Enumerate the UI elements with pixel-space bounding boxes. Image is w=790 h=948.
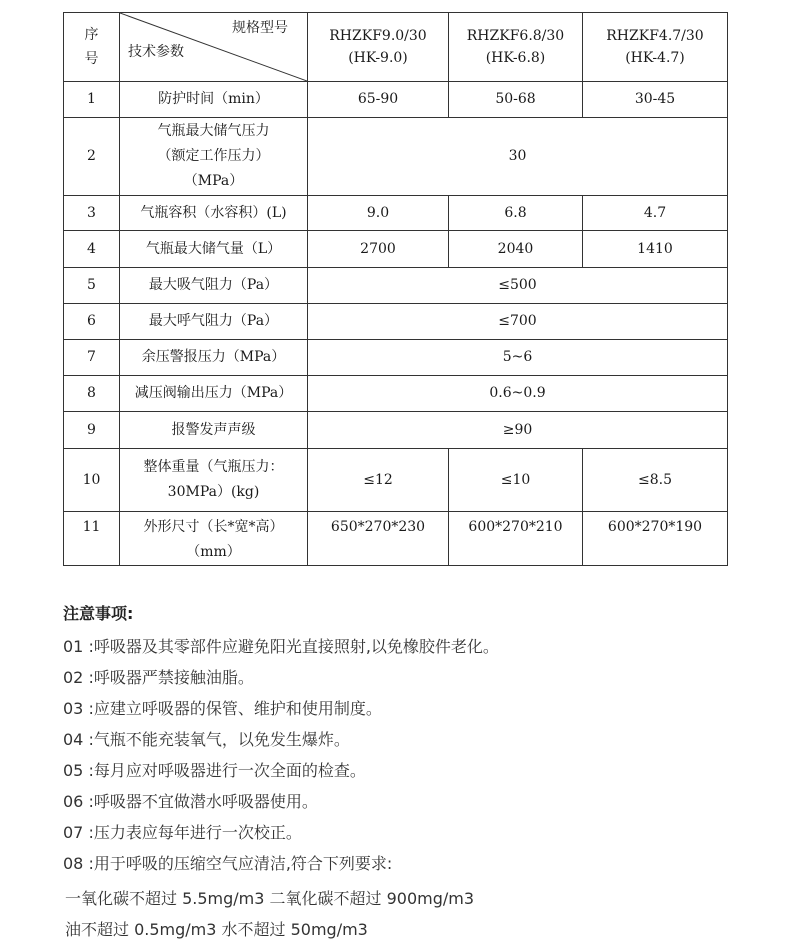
value-cell: 6.8 xyxy=(449,196,583,231)
param-label: 技术参数 xyxy=(128,44,184,60)
seq-header xyxy=(64,13,120,82)
value-cell-merged: 0.6~0.9 xyxy=(308,376,728,412)
diagonal-header xyxy=(120,13,308,82)
table-row xyxy=(64,304,728,340)
requirement-line: 一氧化碳不超过 5.5mg/m3 二氧化碳不超过 900mg/m3 xyxy=(65,889,475,908)
note-item: 07 :压力表应每年进行一次校正。 xyxy=(63,823,302,842)
value-cell-merged: ≥90 xyxy=(308,412,728,449)
value-cell: 2700 xyxy=(308,231,449,268)
value-cell: 30-45 xyxy=(583,82,728,118)
model-code: (HK-4.7) xyxy=(625,50,685,66)
table-row xyxy=(64,196,728,231)
value-cell-merged: ≤500 xyxy=(308,268,728,304)
note-item: 03 :应建立呼吸器的保管、维护和使用制度。 xyxy=(63,699,382,718)
param-line: 整体重量（气瓶压力： xyxy=(143,459,284,475)
value-cell-merged: 30 xyxy=(308,118,728,196)
value-cell-merged: 5~6 xyxy=(308,340,728,376)
param-line: 30MPa）(kg) xyxy=(167,484,260,500)
model-header-3 xyxy=(583,13,728,82)
value-cell: 9.0 xyxy=(308,196,449,231)
notes-title: 注意事项: xyxy=(63,604,134,623)
value-cell: 1410 xyxy=(583,231,728,268)
value-cell-merged: ≤700 xyxy=(308,304,728,340)
model-header-1 xyxy=(308,13,449,82)
value-cell: 650*270*230 xyxy=(308,512,449,566)
table-row xyxy=(64,449,728,512)
value-cell: 2040 xyxy=(449,231,583,268)
row-number: 2 xyxy=(64,118,120,196)
value-cell: ≤8.5 xyxy=(583,449,728,512)
value-cell: ≤10 xyxy=(449,449,583,512)
row-number: 7 xyxy=(64,340,120,376)
note-item: 08 :用于呼吸的压缩空气应清洁,符合下列要求: xyxy=(63,854,393,873)
param-cell: 报警发声声级 xyxy=(120,412,308,449)
table-row xyxy=(64,231,728,268)
table-row xyxy=(64,412,728,449)
requirement-line: 油不超过 0.5mg/m3 水不超过 50mg/m3 xyxy=(65,920,368,939)
value-cell: 600*270*190 xyxy=(583,512,728,566)
param-line: （mm） xyxy=(186,544,241,560)
value-cell: 65-90 xyxy=(308,82,449,118)
value-cell: 50-68 xyxy=(449,82,583,118)
notes-section xyxy=(63,601,499,879)
model-name: RHZKF6.8/30 xyxy=(466,28,565,44)
header-row xyxy=(64,13,728,82)
row-number: 4 xyxy=(64,231,120,268)
note-item: 01 :呼吸器及其零部件应避免阳光直接照射,以免橡胶件老化。 xyxy=(63,637,499,656)
table-row xyxy=(64,82,728,118)
air-requirements xyxy=(65,883,474,945)
note-item: 02 :呼吸器严禁接触油脂。 xyxy=(63,668,254,687)
spec-label: 规格型号 xyxy=(232,20,288,36)
value-cell: 4.7 xyxy=(583,196,728,231)
seq-header-text: 序号 xyxy=(84,27,99,67)
table-row xyxy=(64,376,728,412)
param-cell xyxy=(120,512,308,566)
note-item: 05 :每月应对呼吸器进行一次全面的检查。 xyxy=(63,761,366,780)
param-cell: 气瓶容积（水容积）(L) xyxy=(120,196,308,231)
param-line: （额定工作压力） xyxy=(157,148,270,164)
note-item: 04 :气瓶不能充装氧气，以免发生爆炸。 xyxy=(63,730,350,749)
param-cell: 防护时间（min） xyxy=(120,82,308,118)
model-name: RHZKF4.7/30 xyxy=(606,28,704,44)
row-number: 6 xyxy=(64,304,120,340)
param-cell: 最大吸气阻力（Pa） xyxy=(120,268,308,304)
param-cell: 气瓶最大储气量（L） xyxy=(120,231,308,268)
row-number: 5 xyxy=(64,268,120,304)
param-cell: 余压警报压力（MPa） xyxy=(120,340,308,376)
param-cell xyxy=(120,118,308,196)
value-cell: ≤12 xyxy=(308,449,449,512)
row-number: 1 xyxy=(64,82,120,118)
model-name: RHZKF9.0/30 xyxy=(329,28,427,44)
param-cell: 减压阀输出压力（MPa） xyxy=(120,376,308,412)
note-item: 06 :呼吸器不宜做潜水呼吸器使用。 xyxy=(63,792,318,811)
model-code: (HK-6.8) xyxy=(485,50,546,66)
table-row xyxy=(64,340,728,376)
row-number: 9 xyxy=(64,412,120,449)
param-line: 外形尺寸（长*宽*高） xyxy=(143,519,284,535)
param-cell: 最大呼气阻力（Pa） xyxy=(120,304,308,340)
table-row xyxy=(64,268,728,304)
spec-table xyxy=(63,12,728,566)
row-number: 11 xyxy=(64,512,120,566)
table-row xyxy=(64,118,728,196)
table-row xyxy=(64,512,728,566)
model-code: (HK-9.0) xyxy=(348,50,408,66)
row-number: 8 xyxy=(64,376,120,412)
param-line: 气瓶最大储气压力 xyxy=(157,123,270,139)
param-line: （MPa） xyxy=(183,173,244,189)
param-cell xyxy=(120,449,308,512)
model-header-2 xyxy=(449,13,583,82)
row-number: 3 xyxy=(64,196,120,231)
value-cell: 600*270*210 xyxy=(449,512,583,566)
row-number: 10 xyxy=(64,449,120,512)
